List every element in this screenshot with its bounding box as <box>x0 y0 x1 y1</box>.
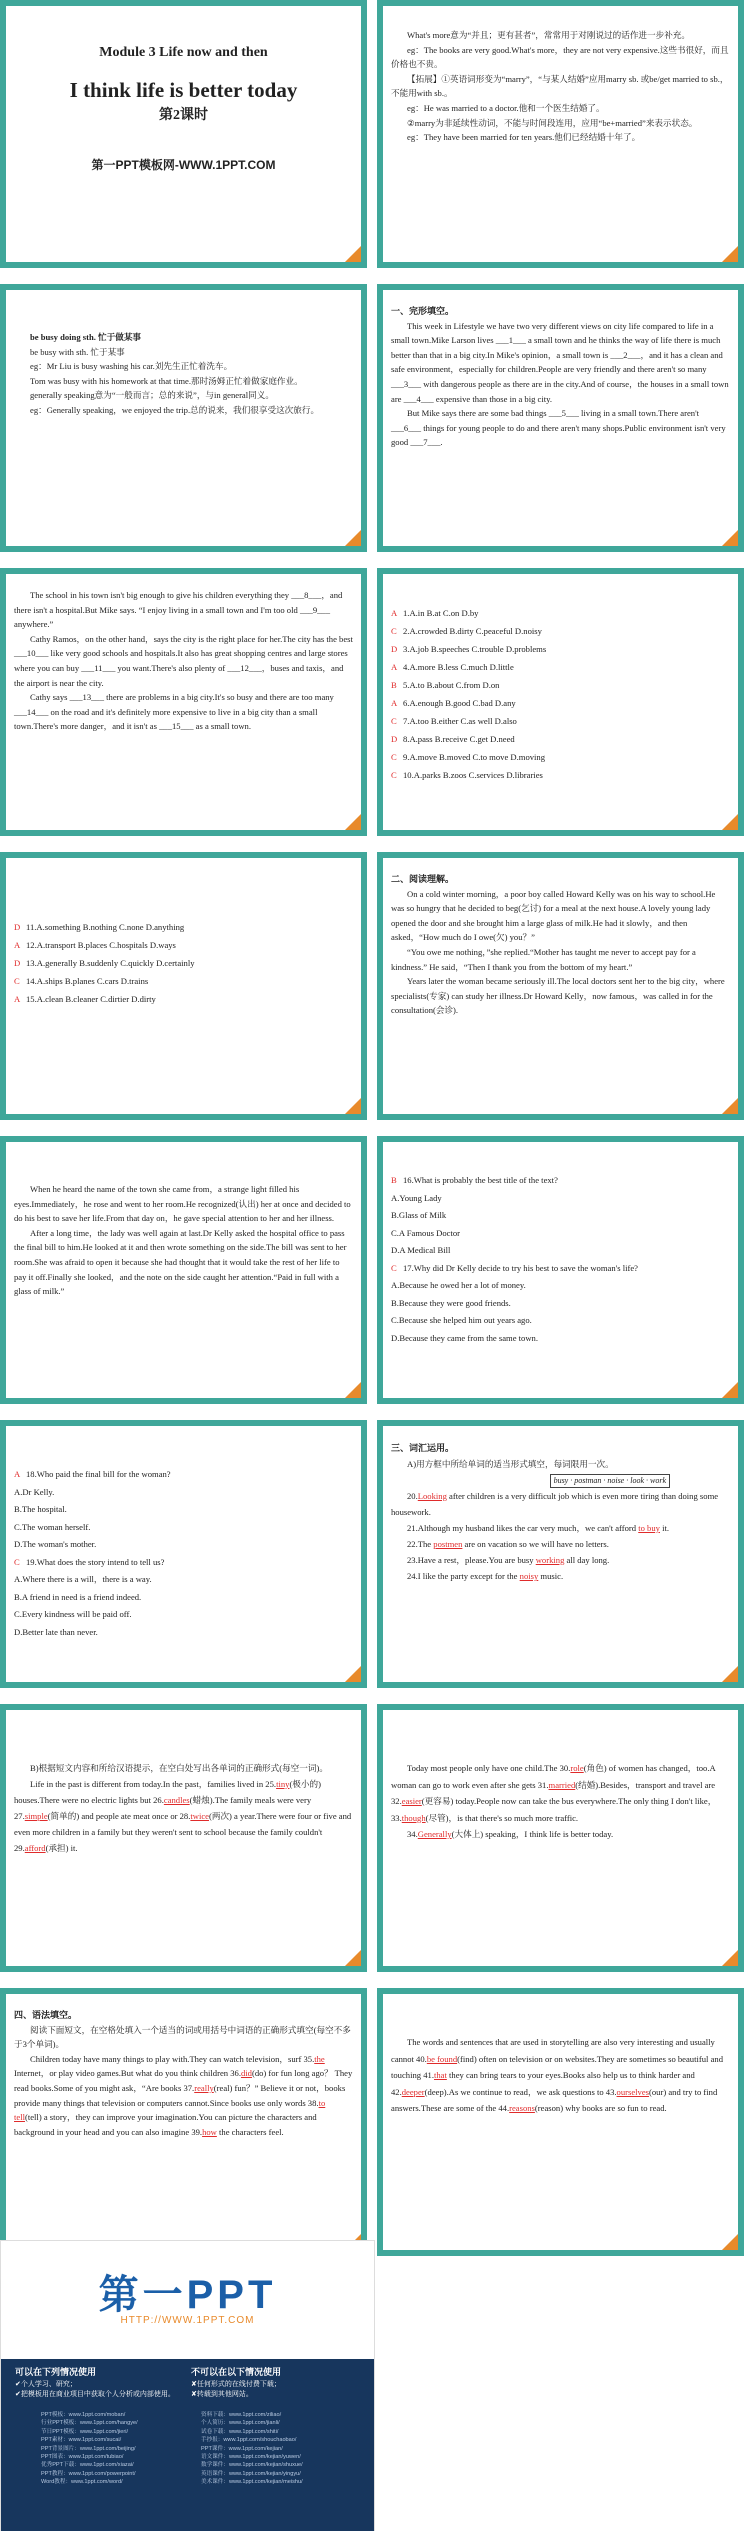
note-line: 【拓展】①英语词形变为“marry”，“与某人结婚”应用marry sb. 或be/get married to sb.，不能用with sb.。 <box>391 73 729 99</box>
allowed-heading: 可以在下列情况使用 <box>15 2367 97 2377</box>
lesson-number: 第2课时 <box>159 108 208 124</box>
forbidden-usage <box>191 2367 361 2400</box>
note-line: eg：The books are very good.What's more，they are not very expensive.这些书很好，而且价格也不贵。 <box>391 44 729 70</box>
word-box-row <box>391 1472 730 1488</box>
corner-decoration <box>345 1098 361 1114</box>
footer-link[interactable]: PPT课件：www.1ppt.com/kejian/ <box>201 2445 283 2452</box>
note-line: eg：Generally speaking，we enjoyed the trip.总的说来，我们很享受这次旅行。 <box>30 404 320 415</box>
footer-link[interactable]: 美术课件：www.1ppt.com/kejian/meishu/ <box>201 2479 303 2486</box>
option-row: D 3.A.job B.speeches C.trouble D.problems <box>391 644 547 654</box>
passage-paragraph: When he heard the name of the town she came from，a strange light filled his eyes.Immediately，he rose and went to her room.He recognized(认出) her at once and decided to do his best to save her life.From that day on，he gave special attention to her and her illness. <box>14 1184 351 1224</box>
answer-option: B.Glass of Milk <box>391 1210 447 1220</box>
footer-link[interactable]: 英语课件：www.1ppt.com/kejian/yingyu/ <box>201 2470 301 2477</box>
section-instruction: A)用方框中所给单词的适当形式填空，每词限用一次。 <box>407 1459 614 1469</box>
answer-blank: that <box>433 2070 447 2080</box>
link-list-right <box>201 2411 371 2487</box>
corner-decoration <box>722 2234 738 2250</box>
module-heading: Module 3 Life now and then <box>99 45 268 60</box>
answer-option: A.Because he owed her a lot of money. <box>391 1280 526 1290</box>
corner-decoration <box>722 814 738 830</box>
passage-paragraph: Today most people only have one child.The 30.role(角色) of women has changed，too.A woman can go to work even after she gets 31.married(结婚).Besides，transport and travel are 32.easier(更容易) today.People now can take the bus everywhere.The only thing I don't like，33.though(尽管)，is that there's so much more traffic. <box>391 1763 717 1823</box>
word-box: busy · postman · noise · look · work <box>550 1474 670 1488</box>
passage-paragraph: “You owe me nothing，”she replied.“Mother has taught me never to accept pay for a kindness.” He said，“Then I thank you from the bottom of my heart.” <box>391 946 696 972</box>
answer-blank: noisy <box>519 1571 539 1581</box>
forbidden-line: ✘转载到其他网站。 <box>191 2391 253 2398</box>
answer-blank: working <box>535 1555 565 1565</box>
answer-option: A.Where there is a will，there is a way. <box>14 1574 152 1584</box>
option-row: A 4.A.more B.less C.much D.little <box>391 662 514 672</box>
question-stem: B 16.What is probably the best title of the text? <box>391 1175 558 1185</box>
option-row: A 1.A.in B.at C.on D.by <box>391 608 479 618</box>
brand-url[interactable]: HTTP://WWW.1PPT.COM <box>120 2315 255 2326</box>
exercise-line: 21.Although my husband likes the car very much，we can't afford to buy it. <box>407 1523 670 1533</box>
answer-blank: Looking <box>417 1491 447 1501</box>
answer-option: D.A Medical Bill <box>391 1245 451 1255</box>
slide-questions-18-19 <box>0 1420 367 1688</box>
slide-busy-doing <box>0 284 367 552</box>
option-row: A 12.A.transport B.places C.hospitals D.ways <box>14 940 176 950</box>
slide-questions-16-17 <box>377 1136 744 1404</box>
allowed-line: ✔个人学习、研究； <box>15 2381 77 2388</box>
corner-decoration <box>345 1950 361 1966</box>
answer-blank: married <box>548 1779 576 1790</box>
answer-option: A.Young Lady <box>391 1192 442 1203</box>
exercise-line: 23.Have a rest，please.You are busy working all day long. <box>407 1555 610 1565</box>
answer-blank: Generally <box>417 1829 452 1839</box>
option-row: B 5.A.to B.about C.from D.on <box>391 680 500 690</box>
answer-blank: the <box>314 2053 325 2064</box>
note-line: ②marry为非延续性动词，不能与时间段连用，应用“be+married”来表示状态。 <box>407 117 698 128</box>
answer-option: B.A friend in need is a friend indeed. <box>14 1591 142 1602</box>
option-row: D 8.A.pass B.receive C.get D.need <box>391 734 515 744</box>
section-instruction: B)根据短文内容和所给汉语提示，在空白处写出各单词的正确形式(每空一词)。 <box>30 1763 328 1773</box>
question-stem: C 17.Why did Dr Kelly decide to try his best to save the woman's life? <box>391 1262 638 1273</box>
section-instruction: 阅读下面短文，在空格处填入一个适当的词或用括号中词语的正确形式填空(每空不多于3个单词)。 <box>14 2024 351 2050</box>
option-row: D 13.A.generally B.suddenly C.quickly D.certainly <box>14 958 195 968</box>
option-row: A 6.A.enough B.good C.bad D.any <box>391 698 516 708</box>
passage-paragraph: Cathy Ramos，on the other hand，says the city is the right place for her.The city has the best ___10___ like very good schools and hospitals.It also has great shopping centres and large stores where you can buy ___11___ you want.There's also plenty of ___12___，buses and taxis，and the airport is near the city. <box>14 633 353 688</box>
passage-paragraph: The words and sentences that are used in storytelling are also very interesting and usually cannot 40.be found(find) often on television or on websites.They are sometimes so beautiful and touching 41.that they can bring tears to your eyes.Books also help us to think harder and 42.deeper(deep).As we continue to read，we ask questions to 43.ourselves(our) and try to find answers.These are some of the 44.reasons(reason) why books are so fun to read. <box>391 2037 723 2113</box>
answer-blank: be found <box>426 2053 458 2064</box>
footer-link[interactable]: PPT模板：www.1ppt.com/moban/ <box>41 2412 126 2418</box>
answer-blank: how <box>202 2126 217 2137</box>
exercise-line: 24.I like the party except for the noisy music. <box>407 1571 564 1581</box>
option-row: C 10.A.parks B.zoos C.services D.libraries <box>391 770 543 780</box>
corner-decoration <box>345 1666 361 1682</box>
answer-option: C.The woman herself. <box>14 1521 91 1532</box>
answer-option: A.Dr Kelly. <box>14 1486 55 1497</box>
site-banner: 第一PPT模板网-WWW.1PPT.COM <box>91 157 276 172</box>
link-list-left <box>41 2411 211 2487</box>
section-heading: 四、语法填空。 <box>14 2010 78 2020</box>
forbidden-heading: 不可以在以下情况使用 <box>191 2367 282 2377</box>
answer-option: C.A Famous Doctor <box>391 1227 460 1238</box>
corner-decoration <box>345 814 361 830</box>
footer-link[interactable]: PPT素材：www.1ppt.com/sucai/ <box>41 2437 122 2444</box>
answer-blank: did <box>240 2068 252 2079</box>
footer-link[interactable]: 数学课件：www.1ppt.com/kejian/shuxue/ <box>201 2462 303 2469</box>
corner-decoration <box>722 1666 738 1682</box>
passage-paragraph: Life in the past is different from today.In the past，families lived in 25.tiny(极小的) houses.There were no electric lights but 26.candles(蜡烛).The family meals were very 27.simple(简单的) and people ate meat once or 28.twice(两次) a year.There were four or five and even more children in a family but they weren't sent to school because the family couldn't 29.afford(承担) it. <box>14 1779 352 1853</box>
answer-option: D.Because they came from the same town. <box>391 1332 538 1343</box>
answer-blank: role <box>570 1763 584 1773</box>
answer-blank: twice <box>190 1811 209 1821</box>
answer-blank: to buy <box>638 1523 660 1533</box>
note-line: What's more意为“并且；更有甚者”，常常用于对刚说过的话作进一步补充。 <box>407 30 690 40</box>
footer-link[interactable]: 个人简历：www.1ppt.com/jianli/ <box>201 2420 280 2427</box>
passage-paragraph: Children today have many things to play with.They can watch television，surf 35.the Internet，or play video games.But what do you think children 36.did(do) for fun long ago？ They read books.Some of you might ask，“Are books 37.really(real) fun？” Believe it or not，books provide many things that television or computers cannot.Since books use only words 38.to tell(tell) a story，they can improve your imagination.You can picture the characters and background in your head and you can also imagine 39.how the characters feel. <box>14 2053 353 2137</box>
footer-link[interactable]: 手抄报：www.1ppt.com/shouchaobao/ <box>201 2437 297 2444</box>
note-line: be busy with sth. 忙于某事 <box>30 346 125 357</box>
answer-blank: tiny <box>276 1779 290 1789</box>
option-row: C 7.A.too B.either C.as well D.also <box>391 716 517 726</box>
footer-link[interactable]: PPT背景图片：www.1ppt.com/beijing/ <box>41 2445 136 2452</box>
footer-link[interactable]: 节日PPT模板：www.1ppt.com/jieri/ <box>41 2428 129 2435</box>
answer-blank: really <box>194 2082 214 2093</box>
passage-paragraph: On a cold winter morning，a poor boy called Howard Kelly was on his way to school.He was so hungry that he decided to beg(乞讨) for a meal at the next house.A lovely young lady opened the door and she brought him a large glass of milk.He had it slowly，and then asked，“How much do I owe(欠) you？” <box>391 888 716 943</box>
answer-blank: simple <box>24 1811 48 1821</box>
section-heading: 二、阅读理解。 <box>391 874 455 884</box>
answer-blank: postmen <box>433 1539 463 1549</box>
note-line: eg：Mr Liu is busy washing his car.刘先生正忙着洗车。 <box>30 361 233 372</box>
slide-vocabulary-b-part1 <box>0 1704 367 1972</box>
corner-decoration <box>345 246 361 262</box>
note-line: Tom was busy with his homework at that time.那时汤姆正忙着做家庭作业。 <box>30 375 303 386</box>
exercise-line: 22.The postmen are on vacation so we will have no letters. <box>407 1539 609 1549</box>
option-row: C 14.A.ships B.planes C.cars D.trains <box>14 976 149 986</box>
question-stem: A 18.Who paid the final bill for the woman? <box>14 1469 171 1479</box>
usage-band <box>1 2359 374 2531</box>
allowed-usage <box>15 2367 185 2400</box>
passage-paragraph: This week in Lifestyle we have two very different views on city life compared to life in a small town.Mike Larson lives ___1___ a small town and he thinks the way of life there is much better than that in a big city.In Mike's opinion，a small town is ___2___，and it has a clean and safe environment，especially for children.People are very friendly and there aren't so many ___3___ with dangerous people as there are in the city.And of course，the houses in a small town are ___4___ expensive than those in a big city. <box>391 320 729 404</box>
slide-cloze-options-1 <box>377 568 744 836</box>
section-heading: 一、完形填空。 <box>391 306 455 316</box>
option-row: D 11.A.something B.nothing C.none D.anything <box>14 922 185 932</box>
passage-paragraph: After a long time，the lady was well again at last.Dr Kelly asked the hospital office to pass the final bill to him.He looked at it and then wrote something on the side.The bill was sent to her room.She was afraid to open it because she had thought that it would take the rest of her life to pay it off.Finally she looked，and the note on the side caught her attention.“Paid in full with a glass of milk.” <box>14 1227 347 1297</box>
brand-logo: 第一PPT <box>98 2273 277 2317</box>
option-row: A 15.A.clean B.cleaner C.dirtier D.dirty <box>14 994 156 1004</box>
slide-vocabulary-a <box>377 1420 744 1688</box>
footer-link[interactable]: 试卷下载：www.1ppt.com/shiti/ <box>201 2428 279 2435</box>
exercise-line: 20.Looking after children is a very difficult job which is even more tiring than doing some housework. <box>391 1491 719 1517</box>
answer-option: D.The woman's mother. <box>14 1539 97 1549</box>
corner-decoration <box>722 1098 738 1114</box>
question-stem: C 19.What does the story intend to tell us? <box>14 1556 165 1567</box>
footer-link[interactable]: 优秀PPT下载：www.1ppt.com/xiazai/ <box>41 2462 134 2469</box>
answer-blank: afford <box>24 1843 46 1853</box>
note-line: generally speaking意为“一般而言；总的来说”，与in general同义。 <box>30 390 274 401</box>
footer-link[interactable]: 语文课件：www.1ppt.com/kejian/yuwen/ <box>201 2454 301 2461</box>
allowed-line: ✔把模板用在商业项目中获取个人分析或内部使用。 <box>15 2391 175 2398</box>
note-line: eg：He was married to a doctor.他和一个医生结婚了。 <box>407 102 605 113</box>
answer-option: B.The hospital. <box>14 1504 67 1514</box>
slide-whats-more <box>377 0 744 268</box>
slide-vocabulary-b-part2 <box>377 1704 744 1972</box>
footer-link[interactable]: 资料下载：www.1ppt.com/ziliao/ <box>201 2412 282 2418</box>
slide-reading-part1 <box>377 852 744 1120</box>
passage-paragraph: 34.Generally(大体上) speaking，I think life is better today. <box>407 1829 614 1839</box>
slide-cloze-part1 <box>377 284 744 552</box>
footer-link[interactable]: PPT图表：www.1ppt.com/tubiao/ <box>41 2454 124 2461</box>
section-heading: 三、词汇运用。 <box>391 1443 455 1453</box>
passage-paragraph: Years later the woman became seriously ill.The local doctors sent her to the big city，where specialists(专家) can study her illness.Dr Howard Kelly，now famous，was called in for the consultation(会诊). <box>391 976 725 1016</box>
answer-blank: candles <box>163 1795 190 1805</box>
corner-decoration <box>722 1382 738 1398</box>
slide-grammar-part2 <box>377 1988 744 2256</box>
footer-link[interactable]: PPT教程：www.1ppt.com/powerpoint/ <box>41 2470 136 2477</box>
answer-option: B.Because they were good friends. <box>391 1297 511 1308</box>
answer-blank: though <box>401 1812 426 1823</box>
corner-decoration <box>345 530 361 546</box>
footer-link[interactable]: Word教程：www.1ppt.com/word/ <box>41 2479 123 2486</box>
lesson-title: I think life is better today <box>69 77 298 102</box>
slide-cloze-options-2 <box>0 852 367 1120</box>
corner-decoration <box>722 246 738 262</box>
note-line: eg：They have been married for ten years.他们已经结婚十年了。 <box>407 132 641 143</box>
answer-blank: easier <box>401 1796 422 1806</box>
answer-blank: ourselves <box>616 2086 650 2097</box>
passage-paragraph: But Mike says there are some bad things ___5___ living in a small town.There aren't ___6___ things for young people to do and there aren't many shops.Public environment isn't very good ___7___. <box>391 408 726 448</box>
answer-option: D.Better late than never. <box>14 1626 98 1637</box>
note-line: be busy doing sth. 忙于做某事 <box>30 332 142 342</box>
corner-decoration <box>722 530 738 546</box>
corner-decoration <box>345 1382 361 1398</box>
slide-title <box>0 0 367 268</box>
slide-reading-part2 <box>0 1136 367 1404</box>
forbidden-line: ✘任何形式的在线付费下载； <box>191 2381 281 2388</box>
option-row: C 2.A.crowded B.dirty C.peaceful D.noisy <box>391 626 542 636</box>
answer-option: C.Every kindness will be paid off. <box>14 1609 132 1619</box>
slide-grammar-part1 <box>0 1988 367 2256</box>
footer-ad <box>0 2240 375 2531</box>
answer-blank: reasons <box>509 2103 535 2113</box>
passage-paragraph: Cathy says ___13___ there are problems in a big city.It's so busy and there are too many ___14___ on the road and it's definitely more expensive to live in a big city than a small town.There's more danger，and it isn't as ___15___ as a small town. <box>14 692 334 732</box>
answer-blank: deeper <box>401 2086 425 2097</box>
answer-option: C.Because she helped him out years ago. <box>391 1315 532 1325</box>
option-row: C 9.A.move B.moved C.to move D.moving <box>391 752 546 762</box>
slide-cloze-part2 <box>0 568 367 836</box>
footer-link[interactable]: 行业PPT模板：www.1ppt.com/hangye/ <box>41 2420 138 2427</box>
answer-blank: to tell <box>14 2097 326 2123</box>
passage-paragraph: The school in his town isn't big enough to give his children everything they ___8___，and there isn't a hospital.But Mike says. “I enjoy living in a small town and I'm too old ___9___ anywhere.” <box>14 590 343 630</box>
corner-decoration <box>722 1950 738 1966</box>
